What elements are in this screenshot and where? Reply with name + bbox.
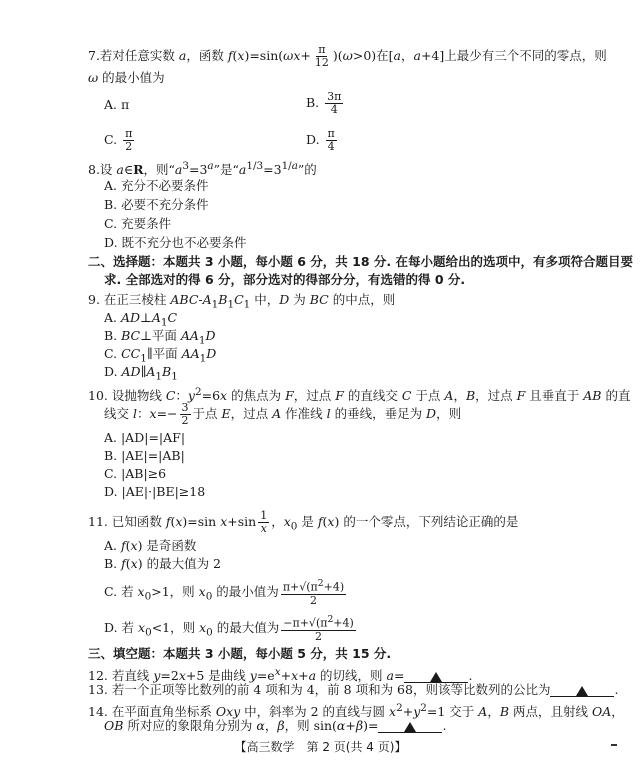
triangle-icon [430, 672, 442, 682]
page-footer: 【高三数学 第 2 页(共 4 页)】 [234, 740, 407, 754]
q11-option-d: D. 若 $x_0<1$，则 $x_0$ 的最大值为 $\frac{-\pi+√(\pi^2+4)}{2}$ [104, 614, 354, 643]
q11-option-a: A. f(x) 是奇函数 [104, 538, 197, 553]
q11-stem: 11. 已知函数 f(x)=sin x+sin $\frac{1}{x}$ ，$x_0$ 是 f(x) 的一个零点，下列结论正确的是 [88, 509, 519, 535]
q8-option-b: B. 必要不充分条件 [104, 197, 209, 212]
q9-stem: 9. 在正三棱柱 ABC-$A_1B_1C_1$ 中，D 为 BC 的中点，则 [88, 292, 396, 311]
q14-line2: OB 所对应的象限角分别为 α，β，则 sin(α+β)= . [104, 718, 447, 733]
q8-option-d: D. 既不充分也不必要条件 [104, 235, 247, 250]
q7-option-c: C. $\frac{\pi}{2}$ [104, 127, 133, 153]
q9-option-a: A. $AD\perp A_1C$ [104, 310, 178, 329]
q10-option-b: B. |AE|=|AB| [104, 448, 185, 463]
q14-answer-blank[interactable] [378, 719, 442, 733]
q7-stem-line2: ω 的最小值为 [88, 70, 165, 85]
q7-option-b: B. $\frac{3\pi}{4}$ [306, 90, 342, 116]
triangle-icon [404, 722, 416, 732]
section2-instructions: 求. 全部选对的得 6 分，部分选对的得部分分，有选错的得 0 分. [104, 272, 466, 287]
q11-option-b: B. f(x) 的最大值为 2 [104, 556, 222, 571]
corner-mark [611, 744, 617, 746]
q7-option-a: A. π [104, 97, 130, 112]
triangle-icon [576, 686, 588, 696]
q7-option-d: D. $\frac{\pi}{4}$ [306, 127, 335, 153]
q10-stem-line2: 线交 l：x=− $\frac{3}{2}$ 于点 E，过点 A 作准线 l 的垂线，垂足为 D，则 [104, 401, 462, 427]
q8-stem: 8.设 a∈R，则“$a^3=3^a$”是“$a^{1/3}=3^{1/a}$”的 [88, 160, 317, 178]
q10-option-d: D. |AE|·|BE|≥18 [104, 484, 206, 499]
q9-option-c: C. $CC_1\parallel$平面 $AA_1D$ [104, 346, 217, 365]
q13: 13. 若一个正项等比数列的前 4 项和为 4，前 8 项和为 68，则该等比数列的公比为 . [88, 682, 619, 697]
q9-option-b: B. BC⊥平面 $AA_1D$ [104, 328, 216, 347]
q10-option-a: A. |AD|=|AF| [104, 430, 186, 445]
q12: 12. 若直线 y=2x+5 是曲线 $y=e^x+x+a$ 的切线，则 a= . [88, 666, 473, 684]
q9-option-d: D. $AD\parallel A_1B_1$ [104, 364, 178, 383]
q8-option-a: A. 充分不必要条件 [104, 178, 209, 193]
q7-stem: 7.若对任意实数 a，函数 f(x)=sin(ωx+ $\frac{\pi}{12}$ )(ω>0)在[a，a+4]上最少有三个不同的零点，则 [88, 43, 607, 69]
q11-option-c: C. 若 $x_0>1$，则 $x_0$ 的最小值为 $\frac{\pi+√(\pi^2+4)}{2}$ [104, 578, 345, 607]
section2-title: 二、选择题：本题共 3 小题，每小题 6 分，共 18 分. 在每小题给出的选项中，有多项符合题目要 [88, 254, 634, 269]
q10-stem: 10. 设抛物线 C：$y^2=6x$ 的焦点为 F，过点 F 的直线交 C 于点 A，B，过点 F 且垂直于 AB 的直 [88, 386, 631, 404]
section3-title: 三、填空题：本题共 3 小题，每小题 5 分，共 15 分. [88, 646, 392, 661]
q14-line1: 14. 在平面直角坐标系 Oxy 中，斜率为 2 的直线与圆 $x^2+y^2=1$ 交于 A，B 两点，且射线 OA， [88, 702, 624, 720]
q8-option-c: C. 充要条件 [104, 216, 172, 231]
q13-answer-blank[interactable] [550, 683, 614, 697]
q10-option-c: C. |AB|≥6 [104, 466, 167, 481]
